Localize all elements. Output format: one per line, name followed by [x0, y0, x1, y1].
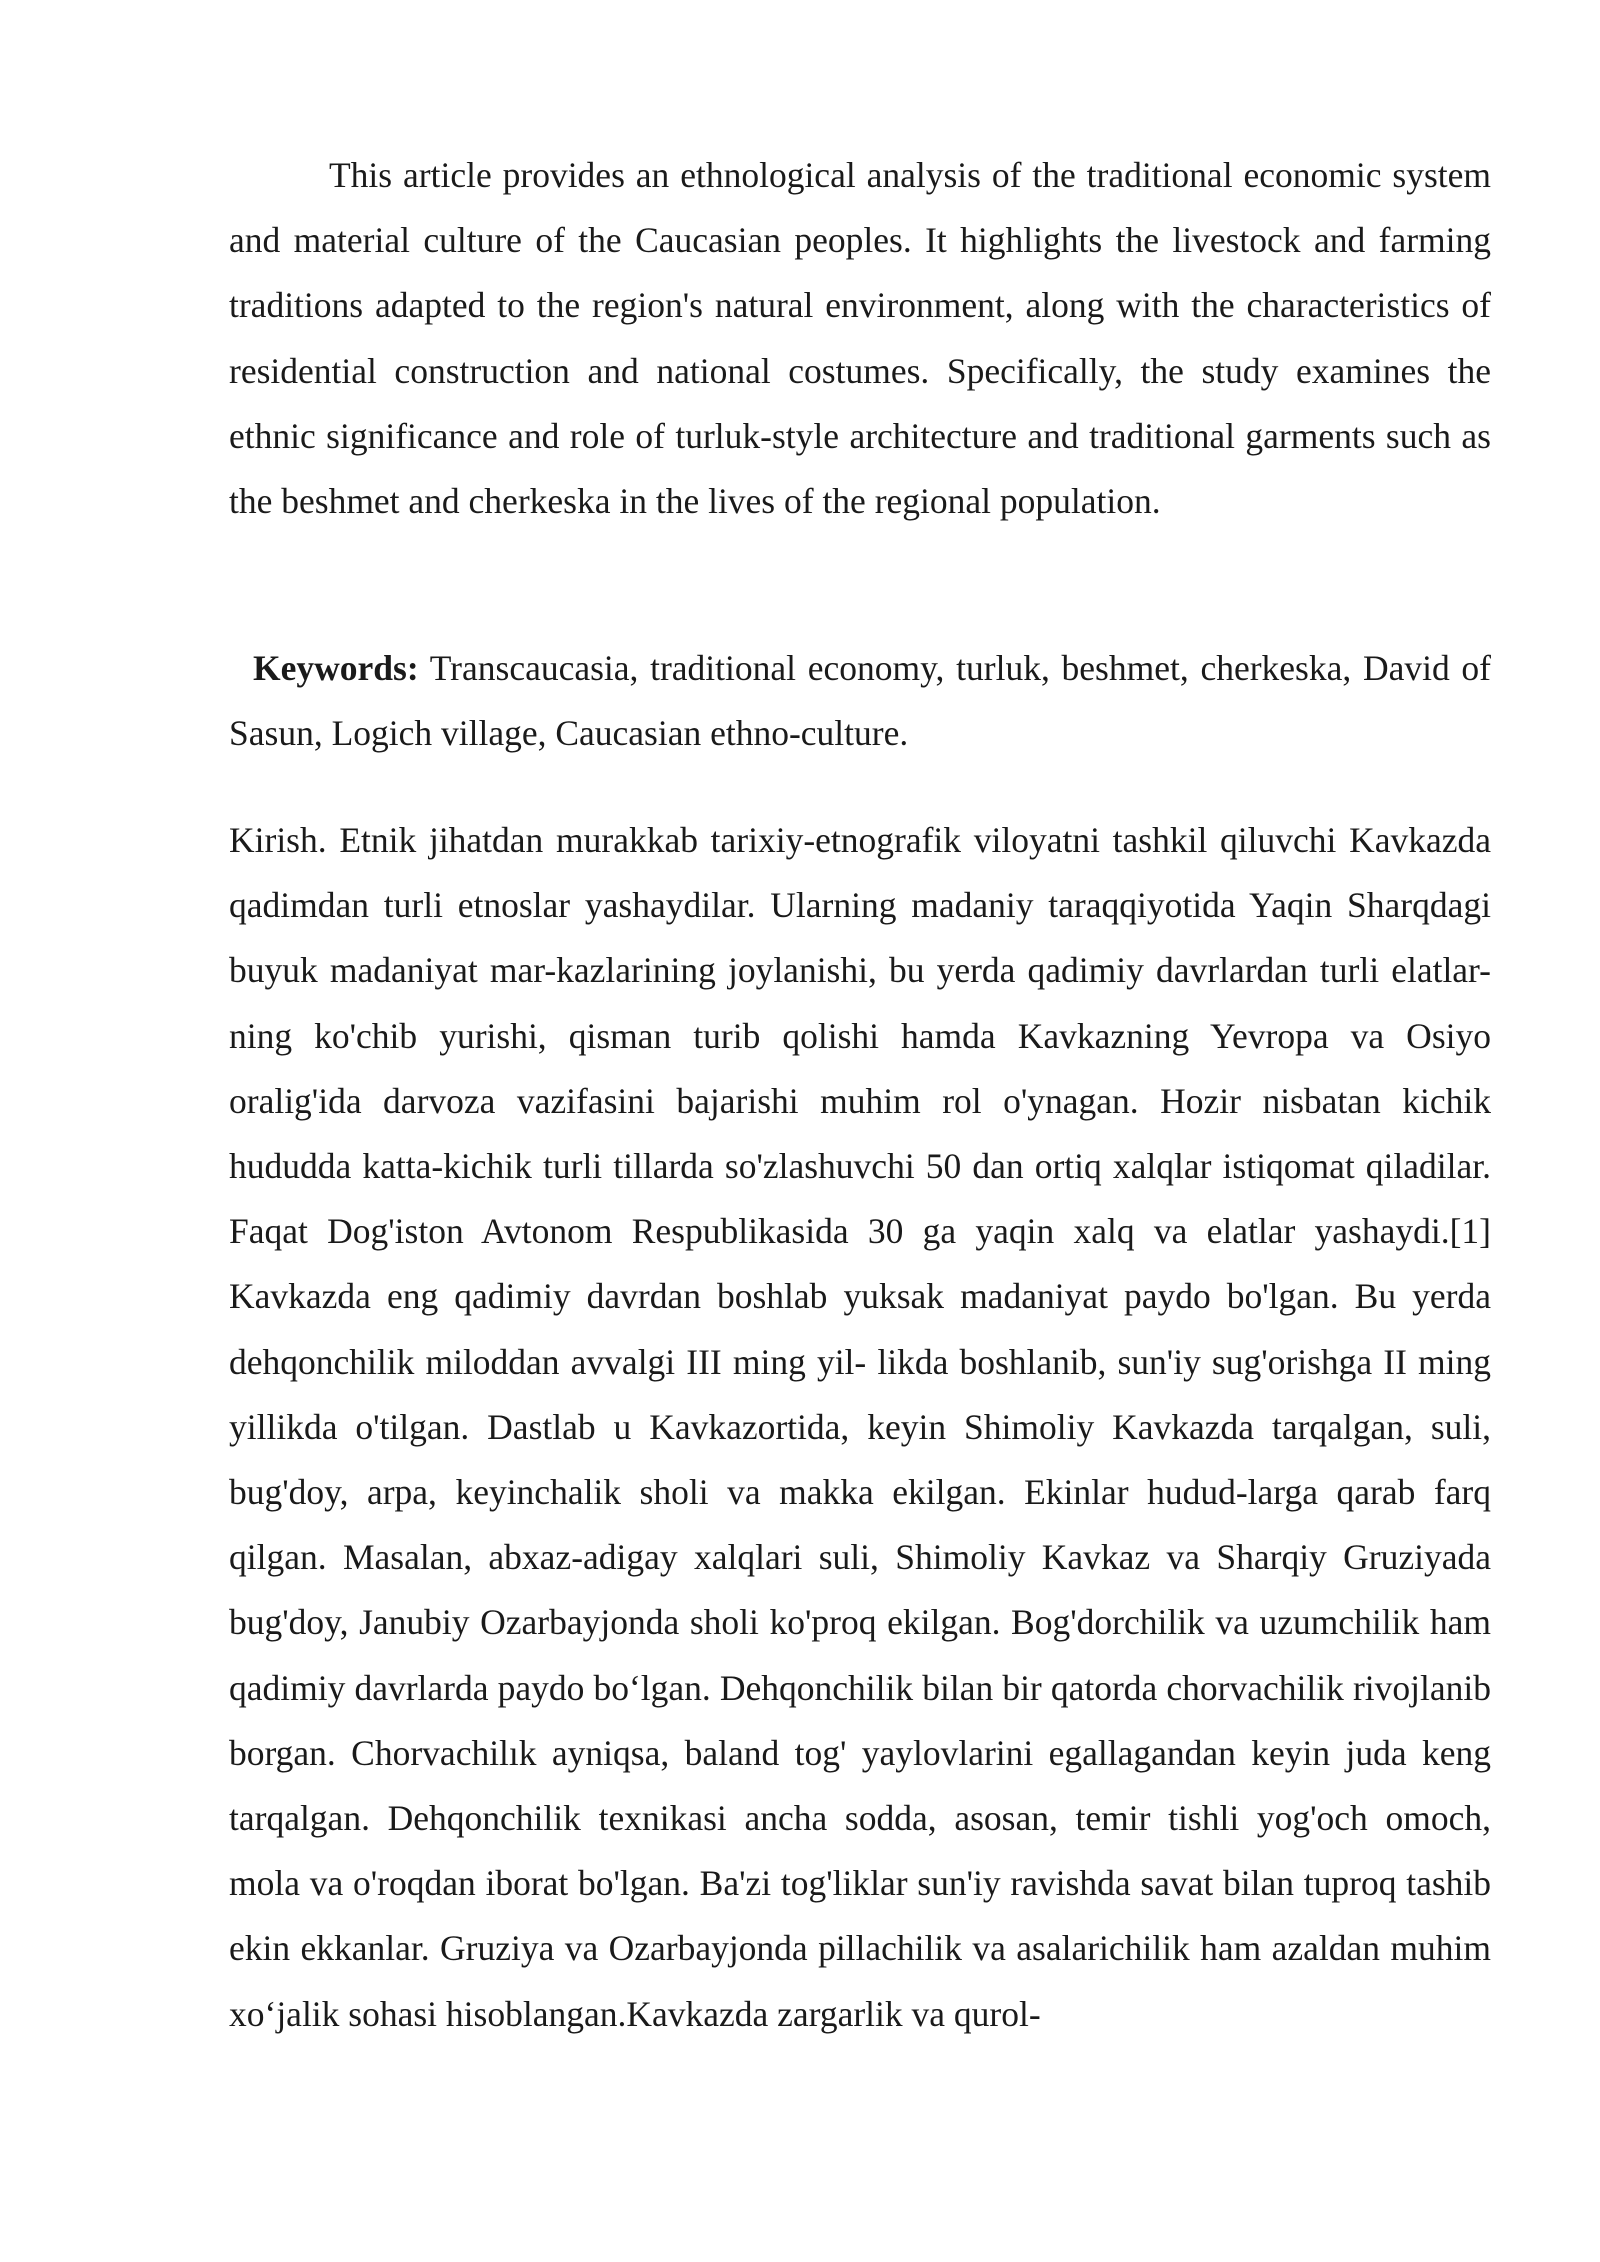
keywords-label: Keywords:	[253, 648, 419, 688]
keywords-paragraph	[229, 636, 1491, 766]
keywords-list: Transcaucasia, traditional economy, turluk, beshmet, cherkeska, David of Sasun, Logich village, Caucasian ethno-culture.	[229, 648, 1491, 754]
body-paragraph: Kirish. Etnik jihatdan murakkab tarixiy-etnografik viloyatni tashkil qiluvchi Kavkazda qadimdan turli etnoslar yashaydilar. Ularning madaniy taraqqiyotida Yaqin Sharqdagi buyuk madaniyat mar-kazlarining joylanishi, bu yerda qadimiy davrlardan turli elatlar-ning ko'chib yurishi, qisman turib qolishi hamda Kavkazning Yevropa va Osiyo oralig'ida darvoza vazifasini bajarishi muhim rol o'ynagan. Hozir nisbatan kichik hududda katta-kichik turli tillarda so'zlashuvchi 50 dan ortiq xalqlar istiqomat qiladilar. Faqat Dog'iston Avtonom Respublikasida 30 ga yaqin xalq va elatlar yashaydi.[1] Kavkazda eng qadimiy davrdan boshlab yuksak madaniyat paydo bo'lgan. Bu yerda dehqonchilik miloddan avvalgi III ming yil- likda boshlanib, sun'iy sug'orishga II ming yillikda o'tilgan. Dastlab u Kavkazortida, keyin Shimoliy Kavkazda tarqalgan, suli, bug'doy, arpa, keyinchalik sholi va makka ekilgan. Ekinlar hudud-larga qarab farq qilgan. Masalan, abxaz-adigay xalqlari suli, Shimoliy Kavkaz va Sharqiy Gruziyada bug'doy, Janubiy Ozarbayjonda sholi ko'proq ekilgan. Bog'dorchilik va uzumchilik ham qadimiy davrlarda paydo bo‘lgan. Dehqonchilik bilan bir qatorda chorvachilik rivojlanib borgan. Chorvachilık ayniqsa, baland tog' yaylovlarini egallagandan keyin juda keng tarqalgan. Dehqonchilik texnikasi ancha sodda, asosan, temir tishli yog'och omoch, mola va o'roqdan iborat bo'lgan. Ba'zi tog'liklar sun'iy ravishda savat bilan tuproq tashib ekin ekkanlar. Gruziya va Ozarbayjonda pillachilik va asalarichilik ham azaldan muhim xo‘jalik sohasi hisoblangan.Kavkazda zargarlik va qurol-	[229, 820, 1491, 2034]
abstract-paragraph: This article provides an ethnological analysis of the traditional economic system and material culture of the Caucasian peoples. It highlights the livestock and farming traditions adapted to the region's natural environment, along with the characteristics of residential construction and national costumes. Specifically, the study examines the ethnic significance and role of turluk-style architecture and traditional garments such as the beshmet and cherkeska in the lives of the regional population.	[229, 155, 1491, 522]
